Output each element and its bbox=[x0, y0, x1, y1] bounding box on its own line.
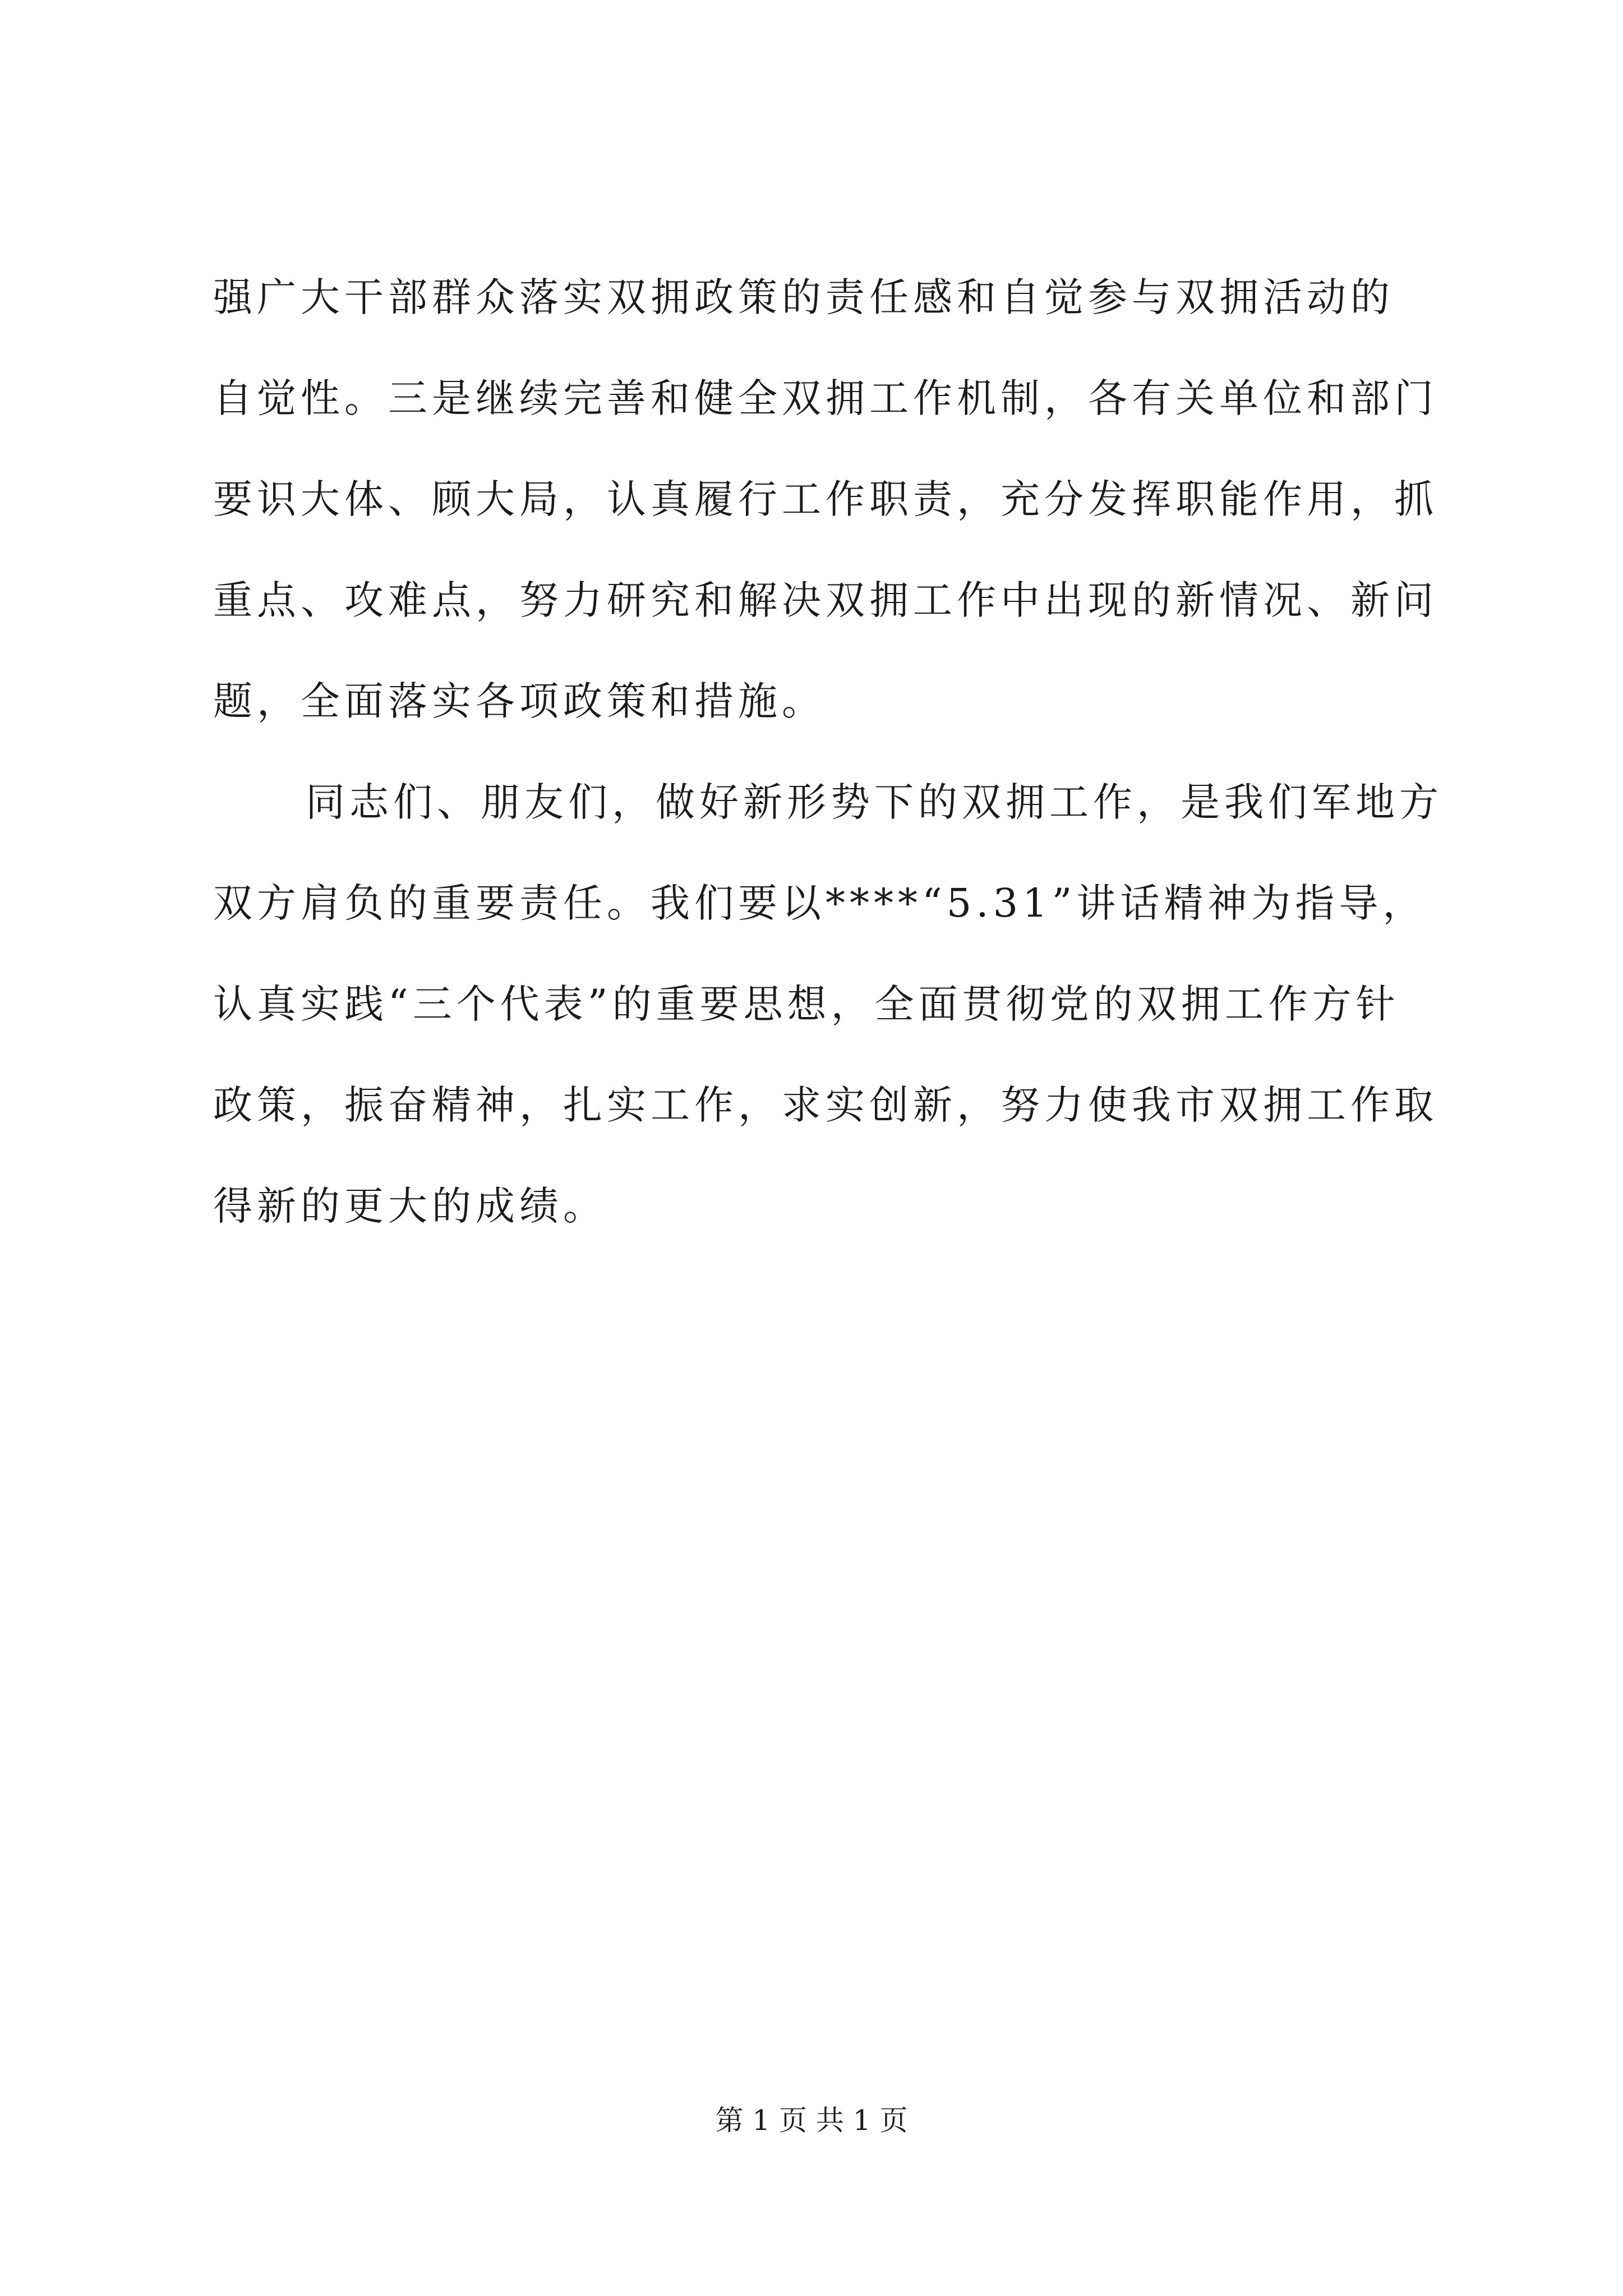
document-body bbox=[213, 247, 1443, 1257]
paragraph-2-line-3: 认真实践“三个代表”的重要思想，全面贯彻党的双拥工作方针 bbox=[213, 981, 1400, 1027]
paragraph-1-line-3: 要识大体、顾大局，认真履行工作职责，充分发挥职能作用，抓 bbox=[213, 476, 1438, 522]
paragraph-2-line-2: 双方肩负的重要责任。我们要以****“5.31”讲话精神为指导， bbox=[213, 880, 1427, 926]
paragraph-1-line-5: 题，全面落实各项政策和措施。 bbox=[213, 678, 826, 724]
paragraph-2-line-4: 政策，振奋精神，扎实工作，求实创新，努力使我市双拥工作取 bbox=[213, 1082, 1438, 1128]
paragraph-2-line-1: 同志们、朋友们，做好新形势下的双拥工作，是我们军地方 bbox=[306, 779, 1443, 825]
paragraph-2-line-5: 得新的更大的成绩。 bbox=[213, 1183, 607, 1229]
paragraph-1-line-4: 重点、攻难点，努力研究和解决双拥工作中出现的新情况、新问 bbox=[213, 577, 1438, 623]
paragraph-1-line-1: 强广大干部群众落实双拥政策的责任感和自觉参与双拥活动的 bbox=[213, 274, 1394, 320]
page-number-footer: 第 1 页 共 1 页 bbox=[715, 2104, 908, 2137]
paragraph-1-line-2: 自觉性。三是继续完善和健全双拥工作机制，各有关单位和部门 bbox=[213, 375, 1438, 421]
